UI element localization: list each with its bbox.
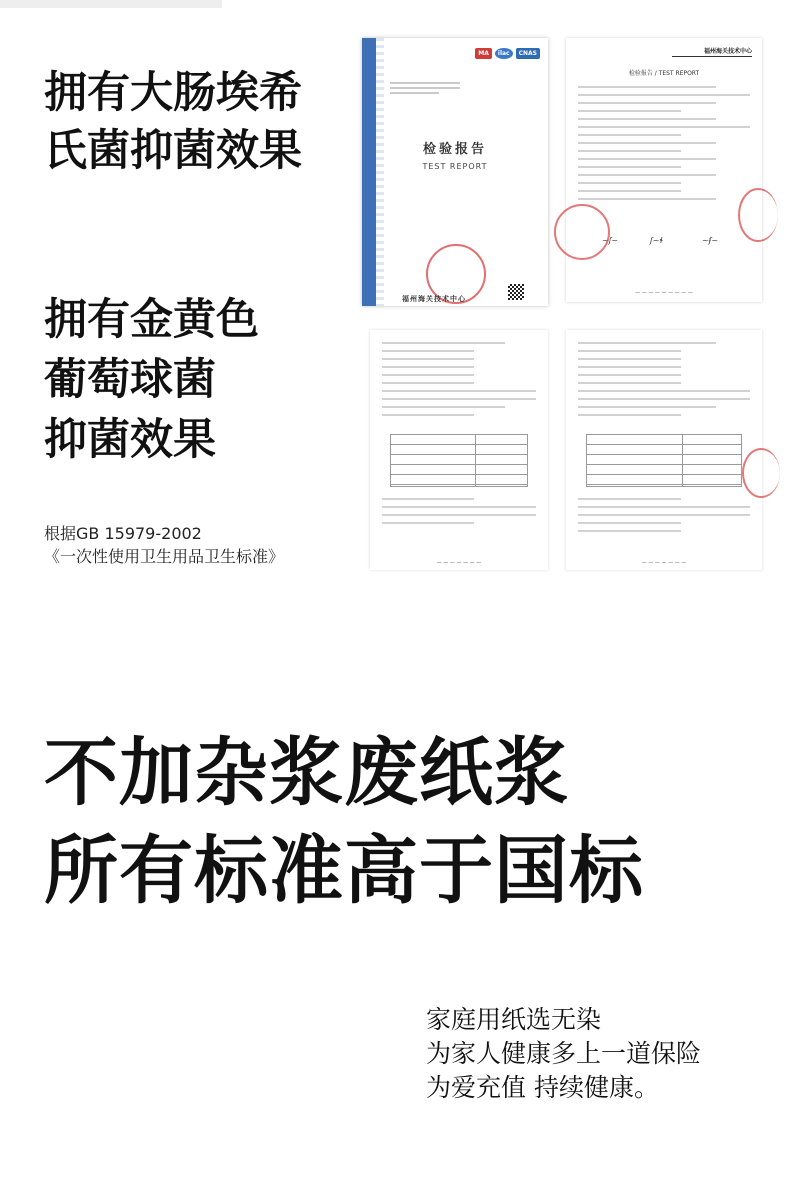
- cover-center-name: 福州海关技术中心: [402, 295, 466, 303]
- cover-title-en: TEST REPORT: [422, 162, 488, 171]
- page3-footer: — — — — — — —: [641, 560, 687, 566]
- page2-text-lines: [382, 342, 536, 422]
- top-strip: [0, 0, 222, 8]
- slogan-line-1: 家庭用纸选无染: [426, 1005, 602, 1034]
- claim-staph-line-1: 拥有金黄色: [44, 295, 259, 345]
- cover-band-pattern: [376, 38, 384, 306]
- page2-results-table: [390, 434, 528, 487]
- signature-2-icon: ʃ~ɬ: [650, 236, 664, 245]
- page3-text-lines: [578, 342, 750, 422]
- signature-1-icon: ~ʃ~: [602, 236, 619, 245]
- qr-code-icon: [508, 284, 524, 300]
- page3-results-table: [586, 434, 742, 487]
- claim-e-coli: [44, 64, 302, 180]
- cover-band: [362, 38, 376, 306]
- claim-e-coli-line-2: 氏菌抑菌效果: [44, 126, 302, 176]
- claim-staph-line-2: 葡萄球菌: [44, 355, 216, 405]
- summary-text-lines: [578, 86, 750, 206]
- page-title: 检验报告 / TEST REPORT: [628, 70, 700, 77]
- ilac-mark-icon: ilac: [495, 48, 513, 59]
- cover-fine-print: [390, 82, 460, 97]
- page3-edge-seal-icon: [742, 448, 780, 498]
- slogan: [426, 1003, 701, 1105]
- standard-code: 根据GB 15979-2002: [44, 524, 202, 543]
- red-seal-icon: [554, 204, 610, 260]
- page3-notes-lines: [578, 498, 750, 538]
- report-page-summary: [566, 38, 762, 302]
- headline-line-2: 所有标准高于国标: [44, 828, 644, 914]
- headline: [44, 724, 644, 920]
- standard-name: 《一次性使用卫生用品卫生标准》: [44, 547, 285, 566]
- ma-mark-icon: MA: [475, 48, 492, 59]
- report-cover: [362, 38, 548, 306]
- standard-basis: [44, 522, 284, 568]
- slogan-line-3: 为爱充值 持续健康。: [426, 1073, 659, 1102]
- accreditation-marks: [475, 48, 540, 59]
- claim-staph: [44, 290, 259, 470]
- page-header-rule: [672, 56, 752, 57]
- signature-3-icon: ~ʄ~: [702, 236, 719, 245]
- page-footer: — — — — — — — — —: [635, 290, 693, 296]
- page2-footer: — — — — — — —: [436, 560, 482, 566]
- page2-notes-lines: [382, 498, 536, 530]
- page-header: 福州海关技术中心: [703, 48, 752, 55]
- report-page-e-coli: [370, 330, 548, 570]
- edge-seal-icon: [738, 188, 778, 242]
- headline-line-1: 不加杂浆废纸浆: [44, 730, 569, 816]
- cnas-mark-icon: CNAS: [516, 48, 540, 59]
- report-page-staph: [566, 330, 762, 570]
- claim-e-coli-line-1: 拥有大肠埃希: [44, 68, 302, 118]
- slogan-line-2: 为家人健康多上一道保险: [426, 1039, 702, 1068]
- cover-title: 检验报告: [422, 142, 487, 157]
- claim-staph-line-3: 抑菌效果: [44, 415, 216, 465]
